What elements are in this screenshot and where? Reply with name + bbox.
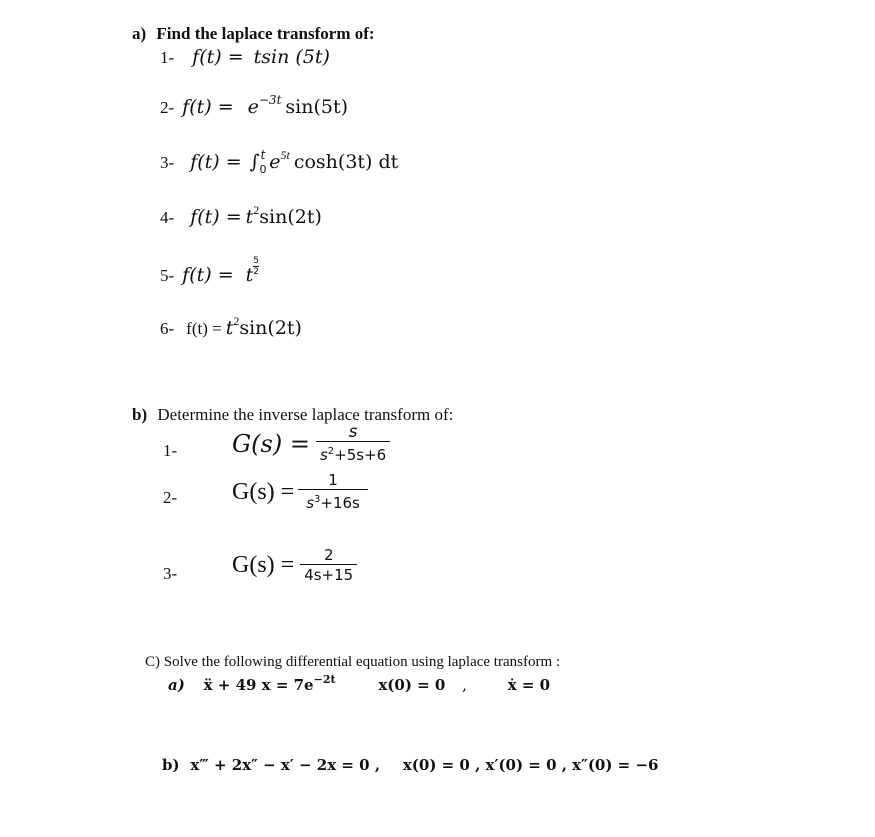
equation-base: e xyxy=(269,151,281,173)
b-item-3-number: 3- xyxy=(163,564,178,583)
section-a-label: a) xyxy=(132,24,147,43)
denominator-rest: +5s+6 xyxy=(334,446,387,464)
equation-rhs: tsin (5t) xyxy=(253,46,330,68)
equation-base: e xyxy=(247,96,259,118)
a-item-2 xyxy=(160,93,349,118)
item-number: 6- xyxy=(160,319,175,338)
section-a-title: Find the laplace transform of: xyxy=(156,24,375,43)
section-c-title: Solve the following differential equation using laplace transform : xyxy=(163,654,561,670)
item-number: 4- xyxy=(160,208,175,227)
equation-lhs: f(t) = xyxy=(190,206,242,228)
section-c-label: C) xyxy=(145,654,160,670)
equation-rest: sin(2t) xyxy=(259,206,322,228)
equation-rest: sin(2t) xyxy=(239,317,302,339)
section-b-title: Determine the inverse laplace transform of: xyxy=(157,405,454,424)
equation-exponent: −2t xyxy=(313,673,336,686)
a-item-3 xyxy=(160,148,399,176)
equation-exponent: 2 xyxy=(233,314,240,328)
a-item-6 xyxy=(160,314,302,339)
initial-conditions: x(0) = 0 , x′(0) = 0 , x″(0) = −6 xyxy=(402,756,659,774)
part-label: a) xyxy=(168,676,185,694)
b-item-1-number: 1- xyxy=(163,441,178,460)
exponent-denominator: 2 xyxy=(253,267,259,277)
denominator-rest: +16s xyxy=(320,494,360,512)
equation-base: t xyxy=(225,317,234,339)
equation-lhs: G(s) = xyxy=(232,552,295,578)
equation-lhs: f(t) = xyxy=(182,96,234,118)
fraction-exponent xyxy=(253,256,259,277)
equation: ẍ + 49 x = 7e xyxy=(203,676,314,694)
item-number: 3- xyxy=(160,153,175,172)
a-item-1 xyxy=(160,46,330,68)
section-b-header xyxy=(132,405,453,425)
denominator xyxy=(316,441,390,465)
denominator-exponent: 3 xyxy=(314,494,321,505)
fraction xyxy=(298,471,368,513)
section-c-header xyxy=(145,654,560,671)
equation-lhs: G(s) = xyxy=(232,478,295,505)
denominator-exponent: 2 xyxy=(327,446,335,457)
equation: x‴ + 2x″ − x′ − 2x = 0 , xyxy=(190,756,381,774)
denominator-base: s xyxy=(306,494,315,512)
numerator: 1 xyxy=(328,471,338,489)
initial-condition-2: ẋ = 0 xyxy=(507,676,551,694)
equation-lhs: f(t) = xyxy=(186,319,222,338)
exponent-numerator: 5 xyxy=(253,256,259,266)
equation-lhs: f(t) = xyxy=(182,264,234,286)
denominator-base: s xyxy=(319,446,328,464)
numerator: 2 xyxy=(323,546,334,564)
equation-rest: sin(5t) xyxy=(285,96,349,118)
initial-condition-1: x(0) = 0 xyxy=(378,676,446,694)
integral-upper: t xyxy=(260,148,266,162)
section-a-header xyxy=(132,24,375,44)
item-number: 5- xyxy=(160,266,175,285)
equation-lhs: f(t) = xyxy=(192,46,244,68)
equation-lhs: G(s) = xyxy=(232,430,310,458)
denominator xyxy=(298,489,368,513)
equation-base: t xyxy=(245,264,254,286)
item-number: 1- xyxy=(160,48,175,67)
equation-lhs: f(t) = xyxy=(190,151,242,173)
fraction xyxy=(300,546,357,585)
section-b-label: b) xyxy=(132,405,148,424)
equation-exponent: 2 xyxy=(253,203,260,217)
b-item-2 xyxy=(232,471,368,513)
separator: , xyxy=(462,676,467,694)
a-item-5 xyxy=(160,256,259,286)
equation-exponent: −3t xyxy=(258,93,282,107)
equation-rest: cosh(3t) dt xyxy=(293,151,399,173)
numerator: s xyxy=(348,422,358,442)
denominator: 4s+15 xyxy=(300,564,357,585)
b-item-2-number: 2- xyxy=(163,488,178,507)
c-part-b xyxy=(162,756,658,774)
equation-base: t xyxy=(245,206,254,228)
item-number: 2- xyxy=(160,98,175,117)
b-item-1 xyxy=(232,423,390,465)
b-item-3 xyxy=(232,546,357,585)
part-label: b) xyxy=(162,756,180,774)
integral-sign: ∫ xyxy=(249,151,260,173)
equation-exponent: 5t xyxy=(280,148,290,162)
c-part-a xyxy=(168,673,551,694)
integral-lower: 0 xyxy=(259,163,267,176)
fraction xyxy=(316,423,390,465)
a-item-4 xyxy=(160,203,322,228)
